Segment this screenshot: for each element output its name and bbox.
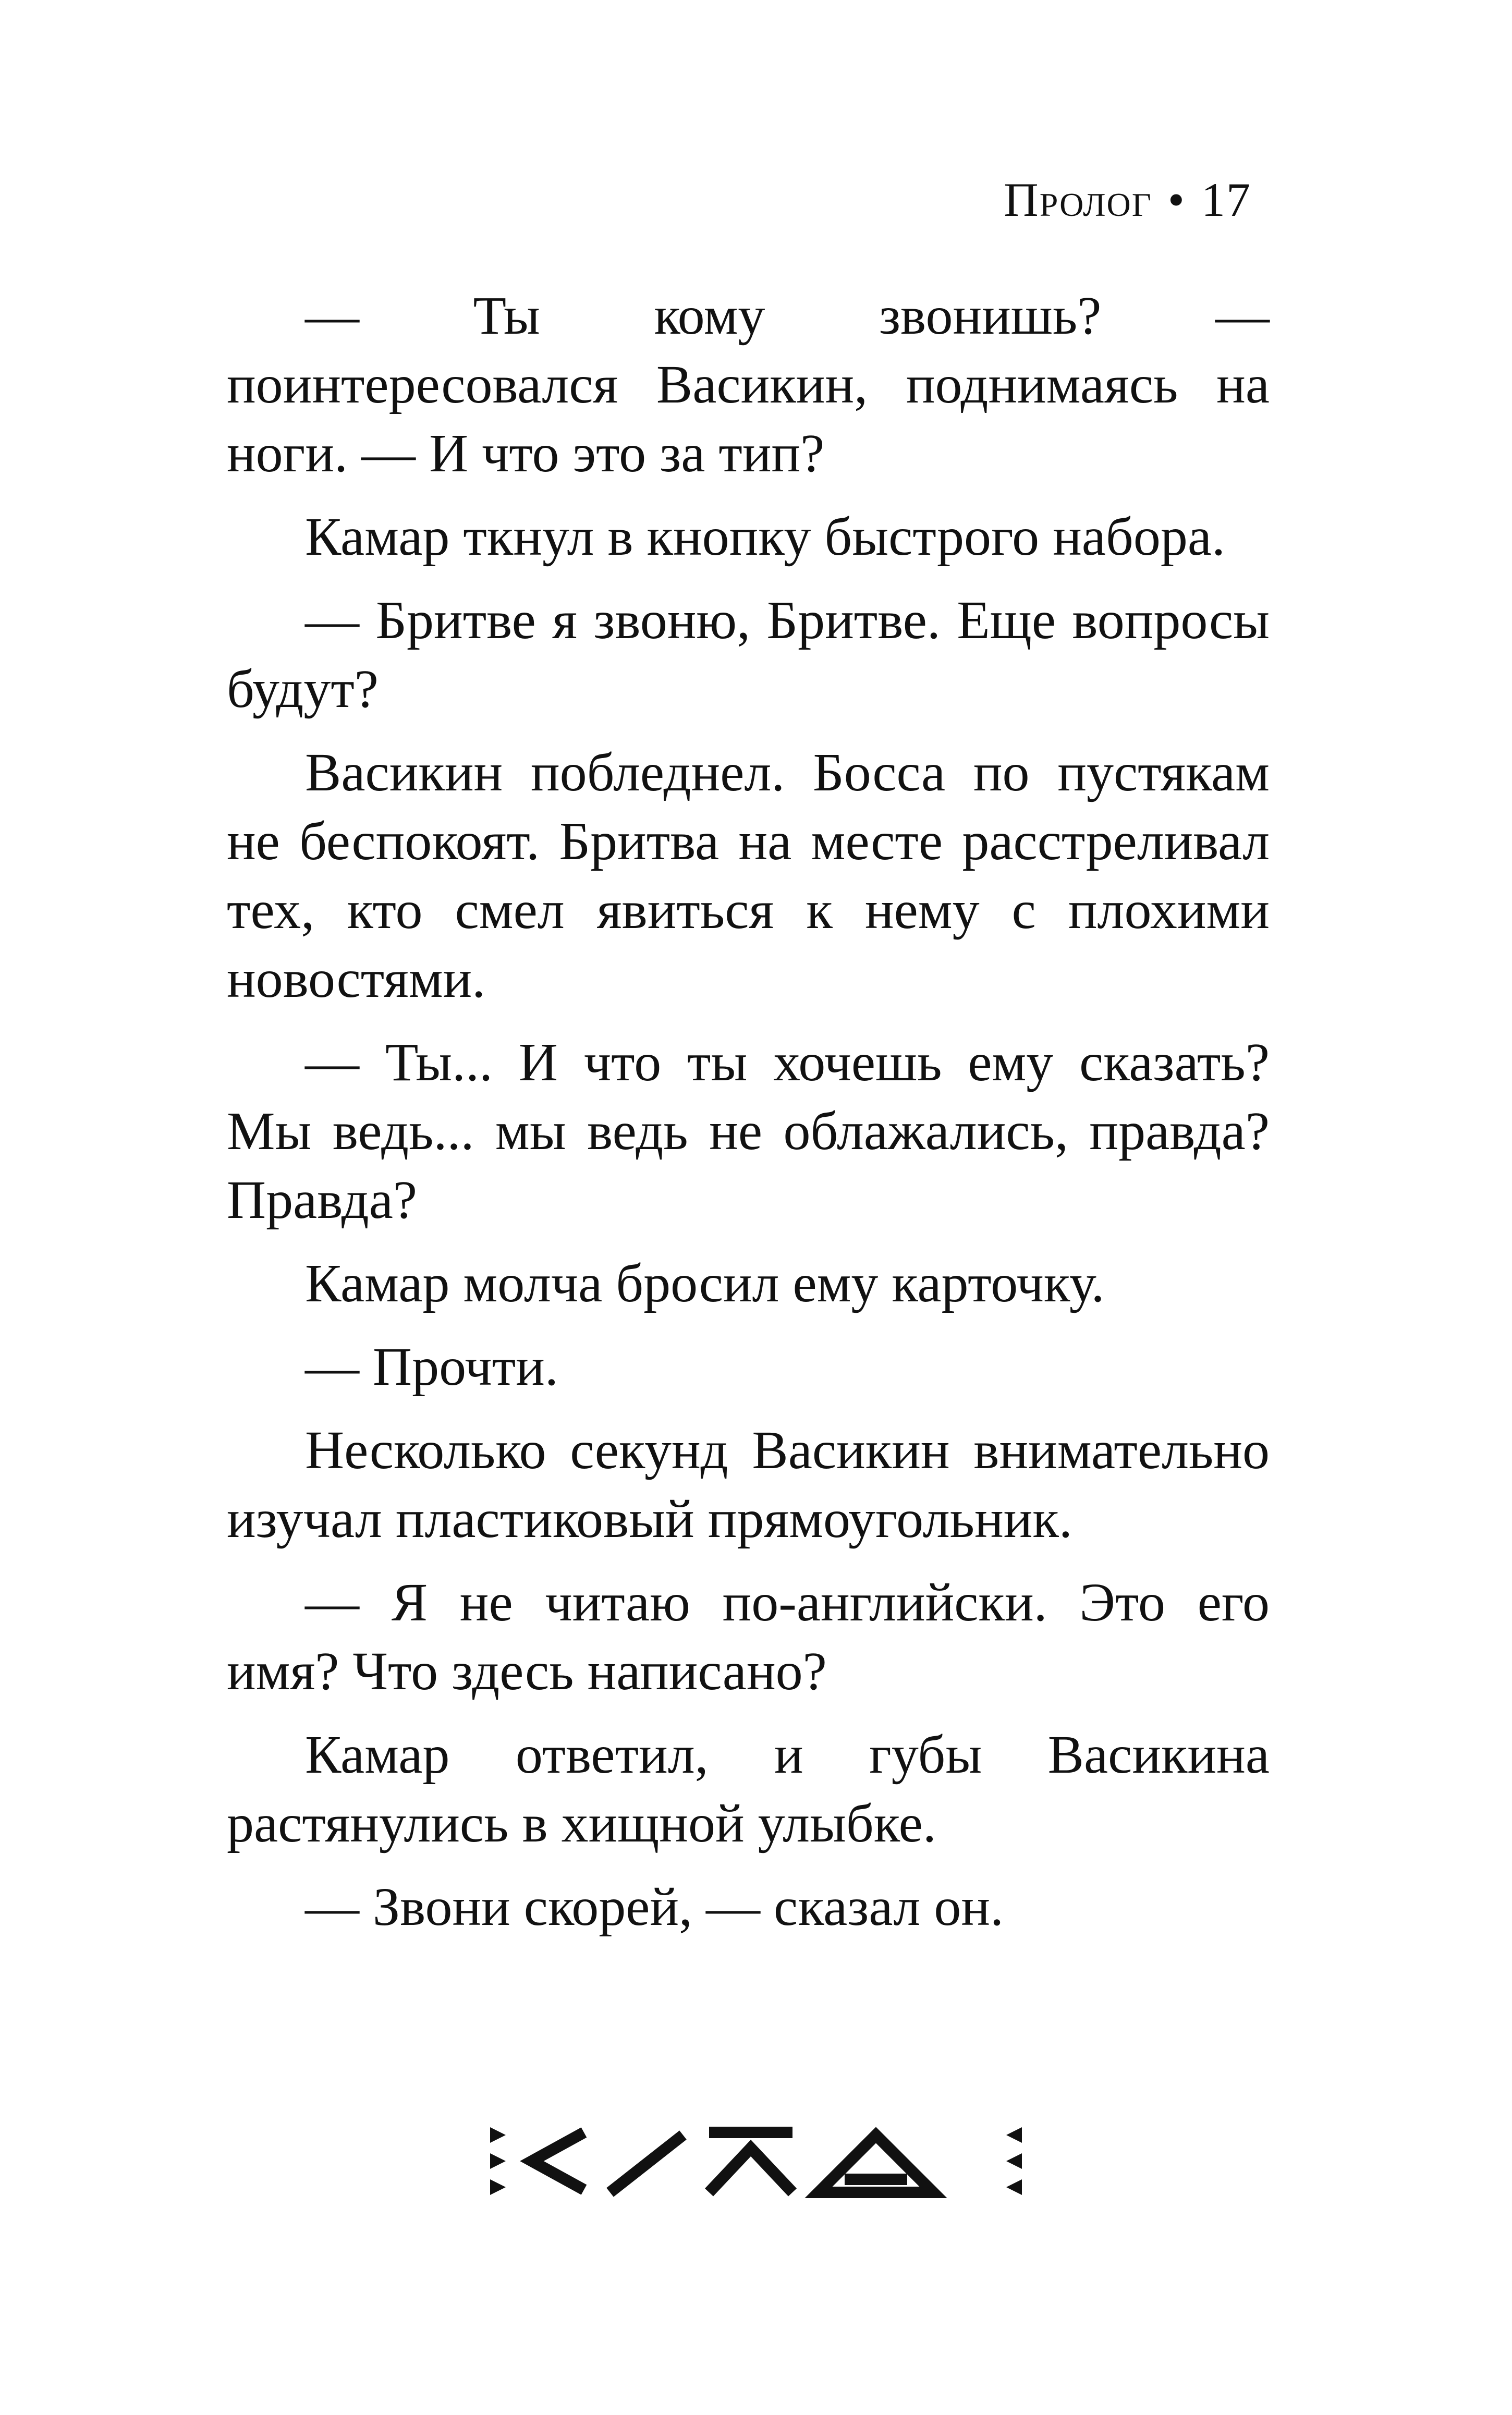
ornament-slash — [610, 2135, 683, 2192]
ornament-dot — [1006, 2179, 1022, 2195]
ornament-chevron — [532, 2132, 584, 2190]
paragraph-6: Камар молча бросил ему карточку. — [305, 1253, 1105, 1313]
ornament-dot — [490, 2153, 506, 2169]
paragraph-1: — Ты кому звонишь? — поинтересовался Васикин, поднимаясь на ноги. — И что это за тип? — [227, 286, 1270, 483]
paragraph-11: — Звони скорей, — сказал он. — [305, 1877, 1004, 1937]
paragraph-2: Камар ткнул в кнопку быстрого набора. — [305, 507, 1226, 567]
ornament-tent — [709, 2148, 792, 2192]
ornament-icon — [480, 2106, 1032, 2211]
paragraph-10: Камар ответил, и губы Васикина растянулись в хищной улыбке. — [227, 1725, 1270, 1853]
paragraph-8: Несколько секунд Васикин внимательно изучал пластиковый прямоугольник. — [227, 1420, 1270, 1549]
ornament-dot — [490, 2127, 506, 2143]
body-text — [227, 282, 1270, 1942]
header-separator: • — [1167, 173, 1186, 226]
ornament-dot — [1006, 2153, 1022, 2169]
paragraph-9: — Я не читаю по-английски. Это его имя? Что здесь написано? — [227, 1572, 1270, 1701]
paragraph-7: — Прочти. — [305, 1337, 558, 1397]
paragraph-3: — Бритве я звоню, Бритве. Еще вопросы будут? — [227, 590, 1270, 719]
chapter-title: Пролог — [1004, 173, 1152, 226]
dinkus-ornament — [0, 2106, 1512, 2211]
ornament-dot — [490, 2179, 506, 2195]
paragraph-4: Васикин побледнел. Босса по пустякам не беспокоят. Бритва на месте расстреливал тех, кто смел явиться к нему с плохими новостями. — [227, 742, 1270, 1009]
running-head — [1004, 172, 1251, 227]
paragraph-5: — Ты... И что ты хочешь ему сказать? Мы ведь... мы ведь не облажались, правда? Правда? — [227, 1032, 1270, 1230]
ornament-dot — [1006, 2127, 1022, 2143]
page-number: 17 — [1201, 173, 1251, 226]
